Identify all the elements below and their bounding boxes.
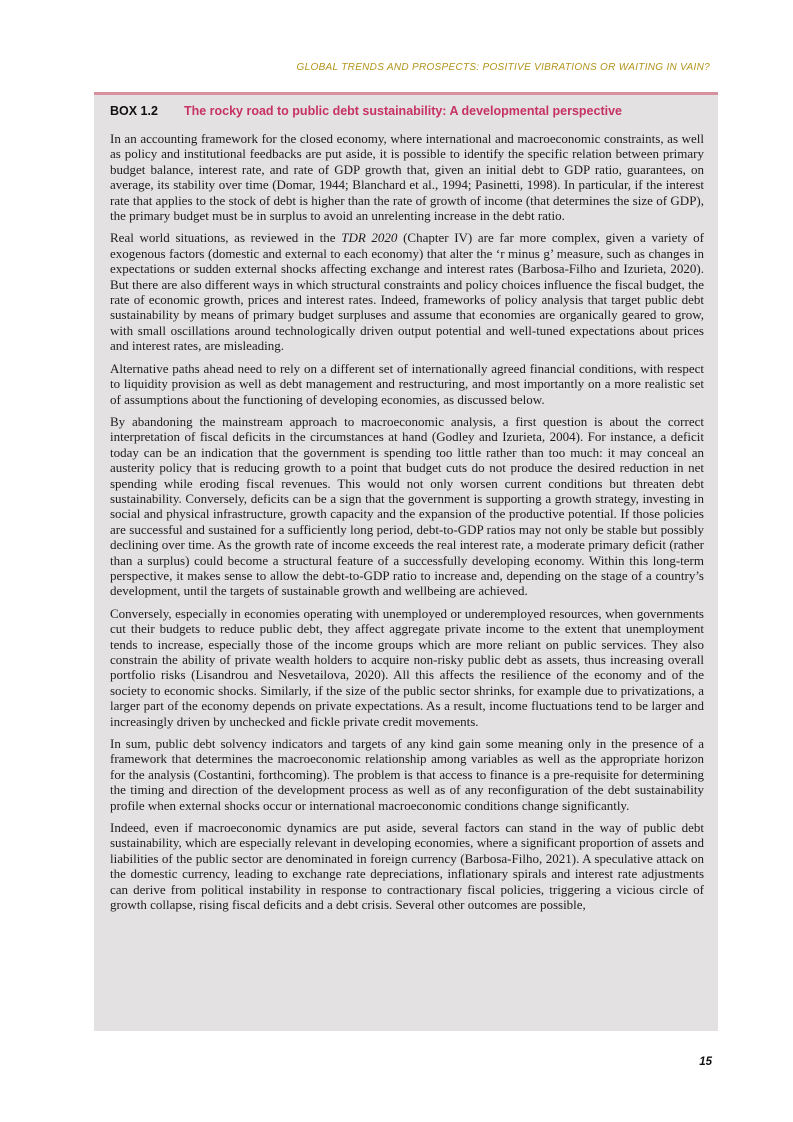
paragraph-segment: In an accounting framework for the closed economy, where international and macroeconomic constraints, as well as policy and institutional feedbacks are put aside, it is possible to identify the specific relation between primary budget balance, interest rate, and rate of GDP growth that, given an initial debt to GDP ratio, guarantees, on average, its stability over time (Domar, 1944; Blanchard et al., 1994; Pasinetti, 1998). In particular, if the interest rate that applies to the stock of debt is higher than the rate of growth of income (that determines the size of GDP), the primary budget must be in surplus to avoid an unrelenting increase in the debt ratio. <box>110 131 704 224</box>
paragraph-segment: Indeed, even if macroeconomic dynamics are put aside, several factors can stand in the way of public debt sustainability, which are especially relevant in developing economies, where a significant proportion of assets and liabilities of the public sector are denominated in foreign currency (Barbosa-Filho, 2021). A speculative attack on the domestic currency, leading to exchange rate depreciations, inflationary spirals and interest rate adjustments can derive from political instability in response to contractionary fiscal policies, triggering a vicious circle of growth collapse, rising fiscal deficits and a debt crisis. Several other outcomes are possible, <box>110 820 704 913</box>
box-paragraph <box>110 131 704 223</box>
box-title: The rocky road to public debt sustainability: A developmental perspective <box>183 104 622 118</box>
paragraph-segment: Real world situations, as reviewed in the <box>110 230 342 246</box>
box-header <box>110 104 704 118</box>
page-number: 15 <box>699 1056 712 1068</box>
box-paragraph <box>110 736 704 813</box>
paragraph-segment: In sum, public debt solvency indicators and targets of any kind gain some meaning only in the presence of a framework that determines the macroeconomic relationship among variables as well as the appropriate horizon for the analysis (Costantini, forthcoming). The problem is that access to finance is a pre-requisite for determining the timing and direction of the development process as well as of any reconfiguration of the debt sustainability profile when external shocks occur or international macroeconomic conditions change significantly. <box>110 736 704 813</box>
box-label: BOX 1.2 <box>110 104 158 118</box>
box-paragraph <box>110 820 704 912</box>
running-header: GLOBAL TRENDS AND PROSPECTS: POSITIVE VIBRATIONS OR WAITING IN VAIN? <box>296 62 710 73</box>
box-paragraphs <box>110 131 704 913</box>
box-paragraph <box>110 361 704 407</box>
paragraph-italic-segment: TDR 2020 <box>341 230 398 246</box>
box-paragraph <box>110 230 704 353</box>
box-paragraph <box>110 606 704 729</box>
paragraph-segment: (Chapter IV) are far more complex, given a variety of exogenous factors (domestic and external to each economy) that alter the ‘r minus g’ measure, such as changes in expectations or sudden external shocks affecting exchange and interest rates (Barbosa-Filho and Izurieta, 2020). But there are also different ways in which structural constraints and policy choices influence the fiscal budget, the rate of economic growth, prices and interest rates. Indeed, frameworks of policy analysis that target public debt sustainability by means of primary budget surpluses and assume that economies are organically geared to grow, with small oscillations around technologically driven output potential and well-tuned expectations about prices and interest rates, are misleading. <box>110 230 705 354</box>
paragraph-segment: Conversely, especially in economies operating with unemployed or underemployed resources, when governments cut their budgets to reduce public debt, they affect aggregate private income to the extent that unemployment tends to increase, especially those of the income groups which are more reliant on public services. They also constrain the ability of private wealth holders to acquire non-risky public debt as assets, thus increasing overall portfolio risks (Lisandrou and Nesvetailova, 2020). All this affects the resilience of the economy and of the society to economic shocks. Similarly, if the size of the public sector shrinks, for example due to privatizations, a larger part of the economy depends on private expectations. As a result, income fluctuations tend to be larger and increasingly driven by unchecked and fickle private credit movements. <box>110 605 704 729</box>
box-paragraph <box>110 414 704 599</box>
paragraph-segment: By abandoning the mainstream approach to macroeconomic analysis, a first question is about the correct interpretation of fiscal deficits in the circumstances at hand (Godley and Izurieta, 2004). For instance, a deficit today can be an indication that the government is spending too little rather than too much: it may conceal an austerity policy that is reducing growth to a point that budget cuts do not produce the desired reduction in net spending while eroding fiscal revenues. This would not only worsen current conditions but threaten debt sustainability. Conversely, deficits can be a sign that the government is supporting a growth strategy, investing in social and physical infrastructure, growth capacity and the expansion of the productive potential. If those policies are successful and sustained for a sufficiently long period, debt-to-GDP ratios may not only be stable but possibly declining over time. As the growth rate of income exceeds the real interest rate, a moderate primary deficit (rather than a surplus) could become a structural feature of a successfully developing economy. Within this long-term perspective, it makes sense to allow the debt-to-GDP ratio to increase and, depending on the stage of a country’s development, until the targets of sustainable growth and wellbeing are achieved. <box>110 413 704 599</box>
box-1-2 <box>94 92 718 1031</box>
paragraph-segment: Alternative paths ahead need to rely on a different set of internationally agreed financial conditions, with respect to liquidity provision as well as debt management and restructuring, and most importantly on a more realistic set of assumptions about the functioning of developing economies, as discussed below. <box>110 360 704 407</box>
